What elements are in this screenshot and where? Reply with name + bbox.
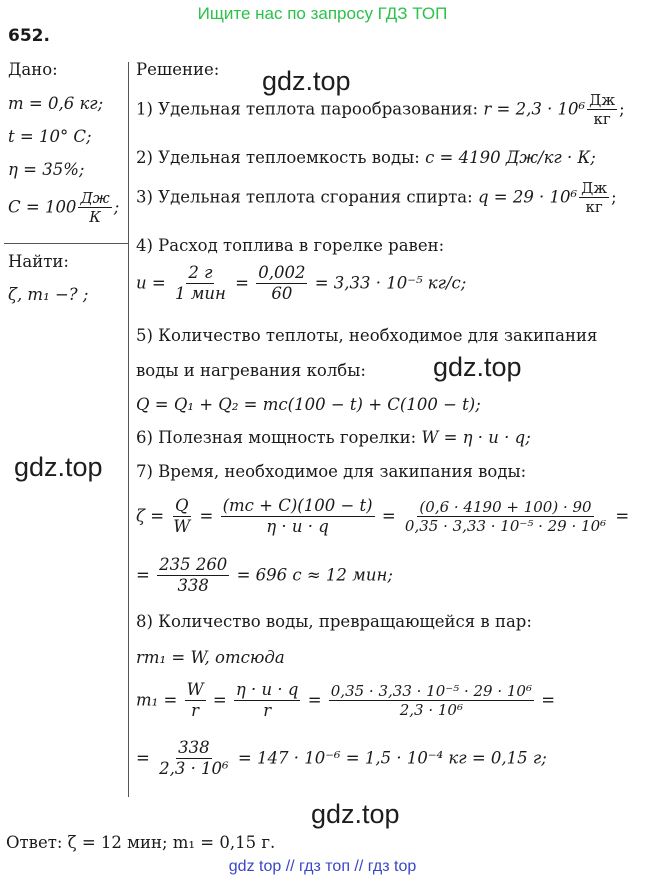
step-8-relation: rm₁ = W, отсюда [136,648,285,667]
step-8-formula: m₁ = $\frac{W}{r}$ = $\frac{\eta \cdot u \cdot q}{r}$ = $\frac{\text{0,35 · 3,33 · 10⁻⁵ · 29 · 10⁶}}{\text{2,3 · 10⁶}}$ = [136,680,556,720]
find-variables: ζ, m₁ −? ; [8,285,89,304]
step-2: 2) Удельная теплоемкость воды: c = 4190 Дж/кг · К; [136,148,596,167]
step-8-text: 8) Количество воды, превращающейся в пар: [136,612,532,631]
step-4-text: 4) Расход топлива в горелке равен: [136,236,445,255]
find-title: Найти: [8,252,69,271]
answer: Ответ: ζ = 12 мин; m₁ = 0,15 г. [6,833,276,852]
step-4-formula: u = $\frac{2 г}{\text{1 мин}}$ = $\frac{0,002}{60}$ = 3,33 · 10⁻⁵ кг/с; [136,263,467,303]
watermark-top: gdz.top [262,66,351,96]
given-mass: m = 0,6 кг; [8,94,104,113]
given-title: Дано: [8,60,58,79]
watermark-left: gdz.top [14,452,103,482]
column-divider [128,62,129,797]
step-7-text: 7) Время, необходимое для закипания воды: [136,462,527,481]
step-1: 1) Удельная теплота парообразования: r = 2,3 · 10⁶ $\frac{Дж}{кг}$ ; [136,91,625,129]
step-5-text-line1: 5) Количество теплоты, необходимое для закипания [136,326,598,345]
footer-links[interactable]: gdz top // гдз топ // гдз top [228,858,417,875]
given-efficiency: η = 35%; [8,160,85,179]
problem-number: 652. [8,26,50,46]
watermark-bottom: gdz.top [311,799,400,829]
step-7-result: = $\frac{235 260}{338}$ = 696 с ≈ 12 мин; [136,555,393,595]
solution-title: Решение: [136,60,220,79]
step-6: 6) Полезная мощность горелки: W = η · u · q; [136,428,531,447]
step-5-formula: Q = Q₁ + Q₂ = mc(100 − t) + C(100 − t); [136,395,481,414]
step-8-result: = $\frac{338}{\text{2,3 · 10⁶}}$ = 147 · 10⁻⁶ = 1,5 · 10⁻⁴ кг = 0,15 г; [136,738,547,778]
given-temperature: t = 10° C; [8,127,92,146]
step-5-text-line2: воды и нагревания колбы: [136,361,366,380]
watermark-right: gdz.top [433,352,522,382]
step-3: 3) Удельная теплота сгорания спирта: q = 29 · 10⁶ $\frac{Дж}{кг}$ ; [136,179,617,217]
search-hint-header: Ищите нас по запросу ГДЗ ТОП [197,4,448,23]
given-find-divider [4,243,128,244]
step-7-formula: ζ = $\frac{Q}{W}$ = $\frac{(mc + C)(100 - t)}{\eta \cdot u \cdot q}$ = $\frac{(0,6 \cdot 4190 + 100) \cdot 90}{\text{0,35 · 3,33 · 10⁻⁵ · 29 · 10⁶}}$ = [136,496,630,536]
given-heat-capacity: C = 100 $\frac{Дж}{К}$ ; [8,189,120,227]
